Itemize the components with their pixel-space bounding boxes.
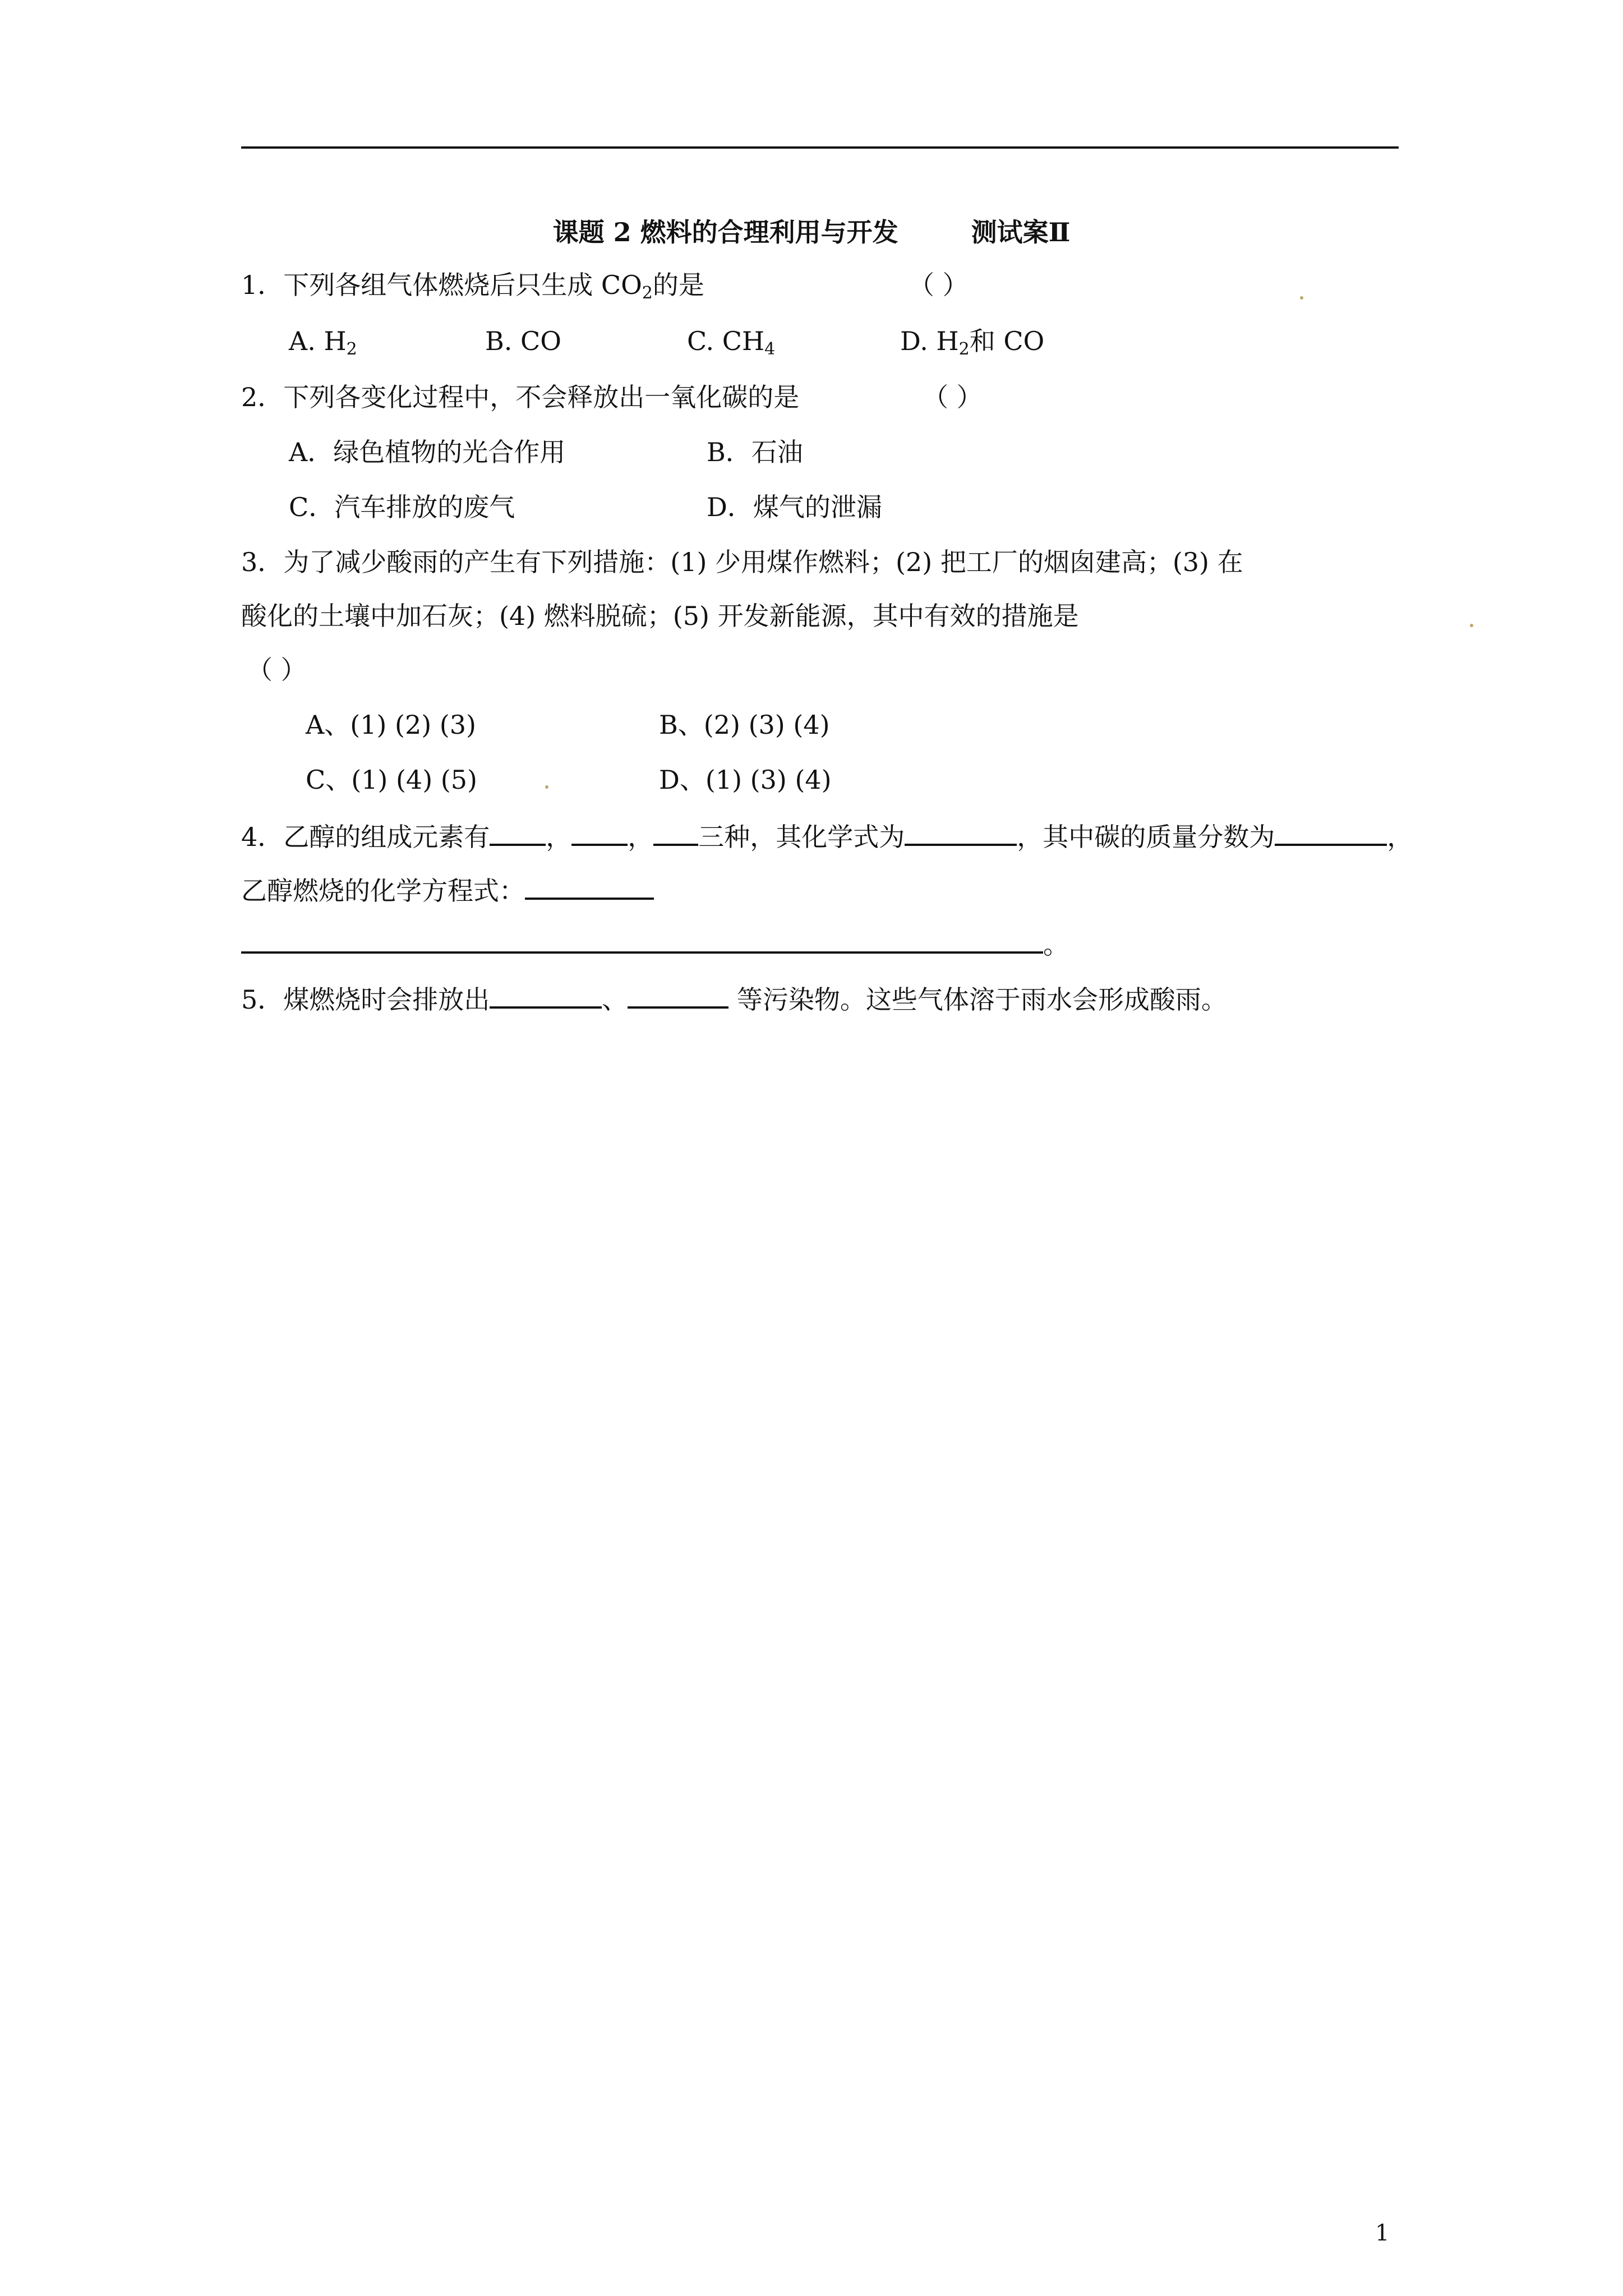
q4-separator: ， (628, 822, 654, 852)
q3-option-b: B、(2) (3) (4) (659, 710, 830, 740)
q3-option-a: A、(1) (2) (3) (306, 710, 476, 740)
q4-line3 (241, 927, 1069, 961)
title-suffix: 测试案Ⅱ (971, 217, 1071, 247)
q4-separator: ， (1387, 822, 1413, 852)
q4-separator: ， (546, 822, 572, 852)
q3-option-d: D、(1) (3) (4) (659, 765, 832, 795)
q5-line (241, 982, 1227, 1016)
header-rule (241, 146, 1399, 149)
q4-line1 (241, 819, 1413, 854)
q4-blank-equation[interactable] (241, 927, 1043, 954)
scan-speck (545, 785, 548, 789)
q4-text-2: 三种，其化学式为 (698, 822, 905, 852)
q1-stem: 1．下列各组气体燃烧后只生成 $CO_2$的是 (241, 270, 704, 303)
q4-text-3: ，其中碳的质量分数为 (1017, 822, 1275, 852)
q3-line1: 3．为了减少酸雨的产生有下列措施：(1) 少用煤作燃料；(2) 把工厂的烟囱建高；(3) 在 (241, 547, 1243, 577)
q1-option-a: A. $H_2$ (289, 326, 357, 359)
q5-text-1: 5．煤燃烧时会排放出 (241, 984, 490, 1015)
q1-option-b: B. CO (485, 326, 561, 356)
q2-stem: 2．下列各变化过程中，不会释放出一氧化碳的是 (241, 382, 800, 412)
q2-option-a: A．绿色植物的光合作用 (289, 437, 566, 467)
q4-text-1: 4．乙醇的组成元素有 (241, 822, 490, 852)
q5-blank-pollutant-1[interactable] (490, 982, 602, 1009)
q3-option-c: C、(1) (4) (5) (306, 765, 477, 795)
q3-answer-paren: （ ） (247, 655, 307, 685)
q2-option-b: B．石油 (707, 437, 803, 467)
page-title (0, 212, 1623, 249)
q4-blank-element-1[interactable] (490, 819, 546, 846)
q5-blank-pollutant-2[interactable] (628, 982, 728, 1009)
q5-text-2: 等污染物。这些气体溶于雨水会形成酸雨。 (728, 984, 1227, 1015)
q1-option-c: C. $CH_4$ (687, 326, 776, 359)
title-main: 课题 2 燃料的合理利用与开发 (552, 217, 898, 247)
q2-answer-paren: （ ） (923, 382, 983, 412)
q4-blank-formula[interactable] (905, 819, 1017, 846)
q2-option-d: D．煤气的泄漏 (707, 492, 882, 522)
q4-blank-element-2[interactable] (571, 819, 628, 846)
q2-option-c: C．汽车排放的废气 (289, 492, 515, 522)
q4-blank-element-3[interactable] (653, 819, 698, 846)
q4-blank-mass-fraction[interactable] (1275, 819, 1387, 846)
q4-line2 (241, 873, 654, 908)
scan-speck (1470, 624, 1473, 627)
q1-option-d: D. $H_2$和 CO (900, 326, 1045, 359)
scan-speck (1300, 296, 1303, 300)
q4-equation-label: 乙醇燃烧的化学方程式： (241, 876, 525, 906)
page-number: 1 (1375, 2220, 1390, 2246)
q3-line2: 酸化的土壤中加石灰；(4) 燃料脱硫；(5) 开发新能源，其中有效的措施是 (241, 601, 1079, 631)
q5-separator: 、 (602, 984, 628, 1015)
q4-blank-equation-start[interactable] (525, 873, 654, 900)
q1-answer-paren: （ ） (909, 270, 969, 300)
q4-end-mark: 。 (1043, 930, 1069, 960)
